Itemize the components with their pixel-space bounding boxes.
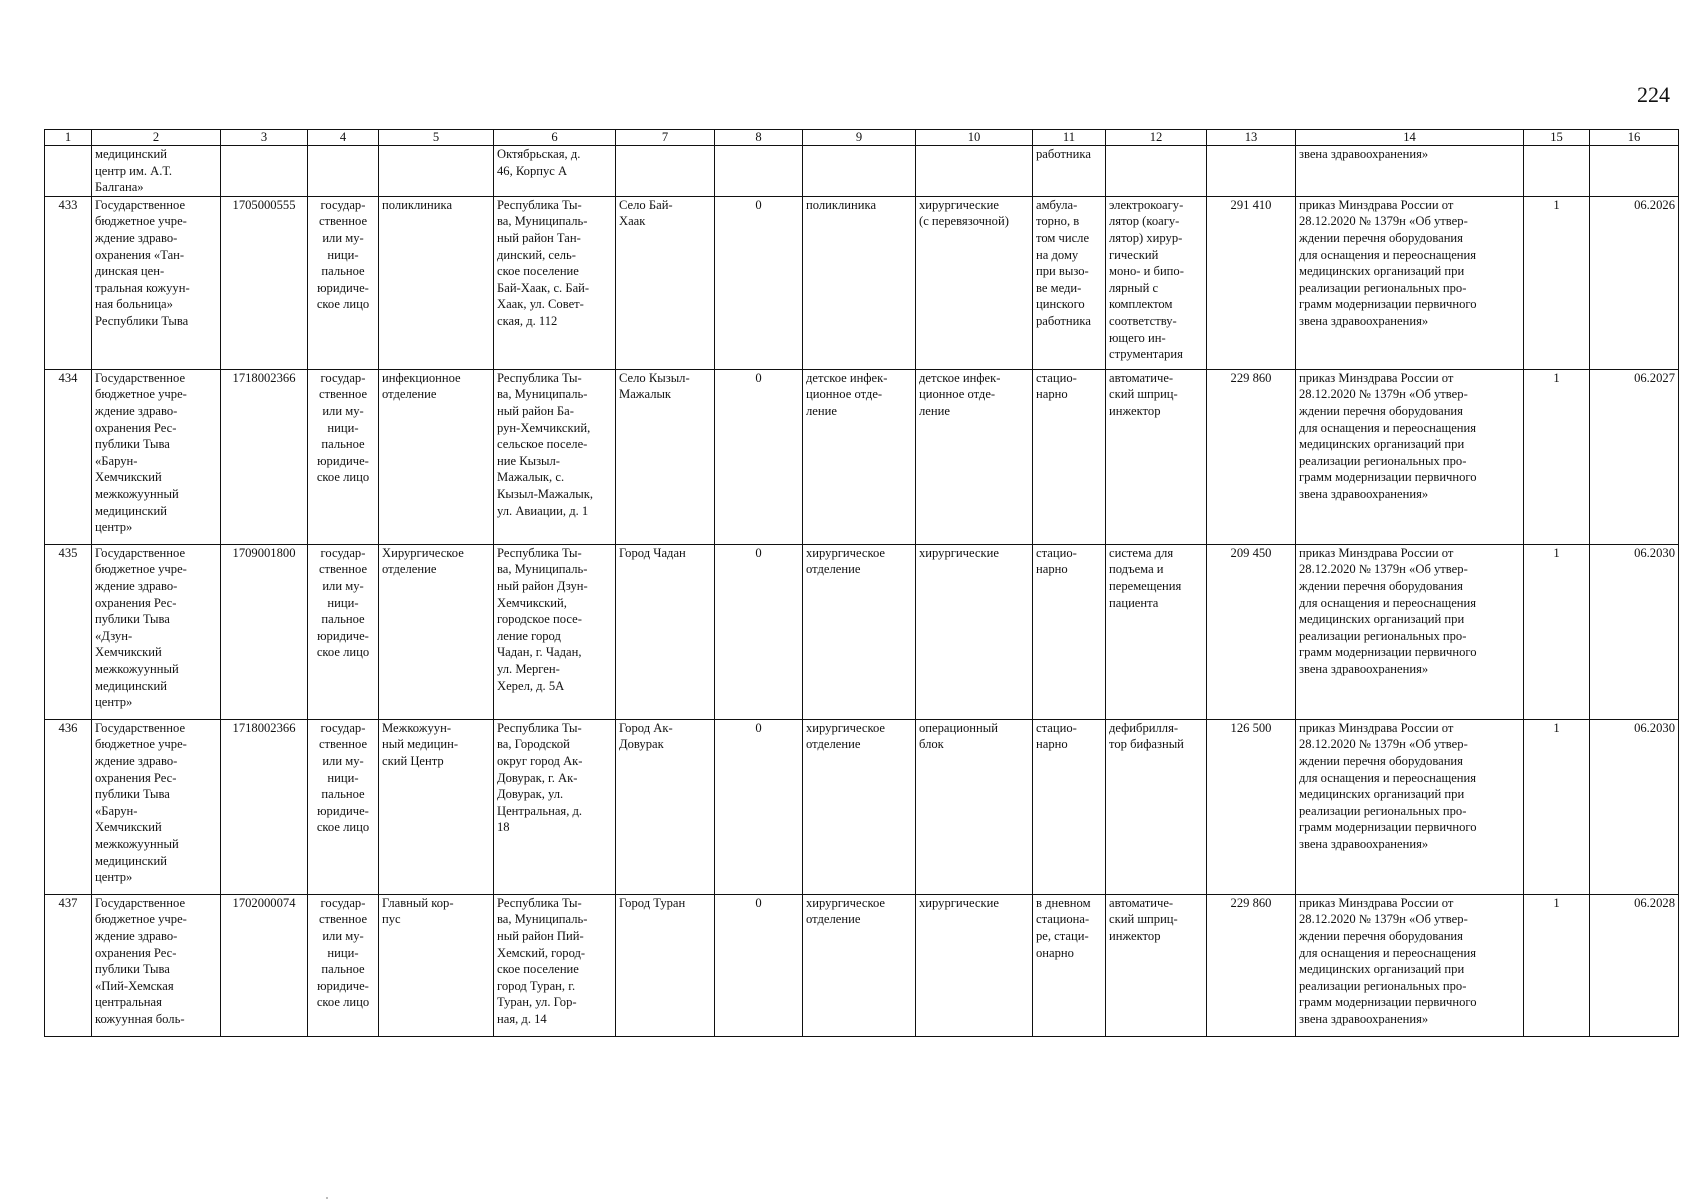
organization-cell: Государственное бюджетное учре- ждение здраво- охранения «Тан- динская цен- тральная кожуун- ная больница» Республики Тыва <box>92 196 221 369</box>
value-cell <box>715 146 803 197</box>
room-cell: хирургические (с перевязочной) <box>916 196 1033 369</box>
inn-cell: 1718002366 <box>221 369 308 544</box>
department-cell <box>803 146 916 197</box>
date-cell <box>1590 146 1679 197</box>
room-cell: детское инфек- ционное отде- ление <box>916 369 1033 544</box>
value-cell: 0 <box>715 544 803 719</box>
header-cell: 14 <box>1296 130 1524 146</box>
order-reference-cell: приказ Минздрава России от 28.12.2020 № 1379н «Об утвер- ждении перечня оборудования для оснащения и переоснащения медицинских организаций при реализации региональных про- грамм модернизации первичного звена здравоохранения» <box>1296 369 1524 544</box>
legal-form-cell <box>308 146 379 197</box>
organization-cell: Государственное бюджетное учре- ждение здраво- охранения Рес- публики Тыва «Пий-Хемская центральная кожуунная боль- <box>92 894 221 1036</box>
table-row <box>45 719 1679 894</box>
room-cell: хирургические <box>916 544 1033 719</box>
row-number-cell: 437 <box>45 894 92 1036</box>
quantity-cell: 1 <box>1524 719 1590 894</box>
header-cell: 10 <box>916 130 1033 146</box>
header-cell: 3 <box>221 130 308 146</box>
address-cell: Республика Ты- ва, Муниципаль- ный район Ба- рун-Хемчикский, сельское поселе- ние Кызыл- Мажалык, с. Кызыл-Мажалык, ул. Авиации, д. 1 <box>494 369 616 544</box>
care-condition-cell: работника <box>1033 146 1106 197</box>
order-reference-cell: приказ Минздрава России от 28.12.2020 № 1379н «Об утвер- ждении перечня оборудования для оснащения и переоснащения медицинских организаций при реализации региональных про- грамм модернизации первичного звена здравоохранения» <box>1296 544 1524 719</box>
legal-form-cell: государ- ственное или му- ници- пальное юридиче- ское лицо <box>308 544 379 719</box>
header-cell: 4 <box>308 130 379 146</box>
equipment-table <box>44 129 1679 1037</box>
header-cell: 12 <box>1106 130 1207 146</box>
department-cell: поликлиника <box>803 196 916 369</box>
header-cell: 8 <box>715 130 803 146</box>
subdivision-cell: инфекционное отделение <box>379 369 494 544</box>
settlement-cell <box>616 146 715 197</box>
room-cell <box>916 146 1033 197</box>
value-cell: 0 <box>715 719 803 894</box>
subdivision-cell: Межкожуун- ный медицин- ский Центр <box>379 719 494 894</box>
row-number-cell: 433 <box>45 196 92 369</box>
order-reference-cell: приказ Минздрава России от 28.12.2020 № 1379н «Об утвер- ждении перечня оборудования для оснащения и переоснащения медицинских организаций при реализации региональных про- грамм модернизации первичного звена здравоохранения» <box>1296 894 1524 1036</box>
header-cell: 11 <box>1033 130 1106 146</box>
price-cell: 229 860 <box>1207 369 1296 544</box>
inn-cell <box>221 146 308 197</box>
quantity-cell: 1 <box>1524 544 1590 719</box>
price-cell: 229 860 <box>1207 894 1296 1036</box>
legal-form-cell: государ- ственное или му- ници- пальное юридиче- ское лицо <box>308 196 379 369</box>
organization-cell: Государственное бюджетное учре- ждение здраво- охранения Рес- публики Тыва «Барун- Хемчикский межкожуунный медицинский центр» <box>92 719 221 894</box>
row-number-cell: 434 <box>45 369 92 544</box>
department-cell: детское инфек- ционное отде- ление <box>803 369 916 544</box>
department-cell: хирургическое отделение <box>803 719 916 894</box>
date-cell: 06.2030 <box>1590 544 1679 719</box>
subdivision-cell: поликлиника <box>379 196 494 369</box>
room-cell: операционный блок <box>916 719 1033 894</box>
address-cell: Республика Ты- ва, Муниципаль- ный район Тан- динский, сель- ское поселение Бай-Хаак, с. Бай- Хаак, ул. Совет- ская, д. 112 <box>494 196 616 369</box>
table-row <box>45 146 1679 197</box>
table-row <box>45 196 1679 369</box>
row-number-cell: 435 <box>45 544 92 719</box>
quantity-cell: 1 <box>1524 369 1590 544</box>
equipment-cell: автоматиче- ский шприц- инжектор <box>1106 369 1207 544</box>
department-cell: хирургическое отделение <box>803 544 916 719</box>
header-cell: 5 <box>379 130 494 146</box>
inn-cell: 1709001800 <box>221 544 308 719</box>
equipment-cell: автоматиче- ский шприц- инжектор <box>1106 894 1207 1036</box>
header-cell: 13 <box>1207 130 1296 146</box>
price-cell: 126 500 <box>1207 719 1296 894</box>
settlement-cell: Город Чадан <box>616 544 715 719</box>
inn-cell: 1702000074 <box>221 894 308 1036</box>
department-cell: хирургическое отделение <box>803 894 916 1036</box>
table-row <box>45 369 1679 544</box>
order-reference-cell: приказ Минздрава России от 28.12.2020 № 1379н «Об утвер- ждении перечня оборудования для оснащения и переоснащения медицинских организаций при реализации региональных про- грамм модернизации первичного звена здравоохранения» <box>1296 196 1524 369</box>
header-cell: 15 <box>1524 130 1590 146</box>
row-number-cell <box>45 146 92 197</box>
header-row <box>45 130 1679 146</box>
care-condition-cell: стацио- нарно <box>1033 544 1106 719</box>
date-cell: 06.2028 <box>1590 894 1679 1036</box>
price-cell <box>1207 146 1296 197</box>
settlement-cell: Село Кызыл- Мажалык <box>616 369 715 544</box>
subdivision-cell: Главный кор- пус <box>379 894 494 1036</box>
header-cell: 1 <box>45 130 92 146</box>
equipment-cell <box>1106 146 1207 197</box>
quantity-cell: 1 <box>1524 196 1590 369</box>
header-cell: 16 <box>1590 130 1679 146</box>
header-cell: 9 <box>803 130 916 146</box>
quantity-cell: 1 <box>1524 894 1590 1036</box>
price-cell: 209 450 <box>1207 544 1296 719</box>
date-cell: 06.2026 <box>1590 196 1679 369</box>
organization-cell: Государственное бюджетное учре- ждение здраво- охранения Рес- публики Тыва «Дзун- Хемчикский межкожуунный медицинский центр» <box>92 544 221 719</box>
equipment-cell: система для подъема и перемещения пациента <box>1106 544 1207 719</box>
address-cell: Республика Ты- ва, Муниципаль- ный район Пий- Хемский, город- ское поселение город Туран, г. Туран, ул. Гор- ная, д. 14 <box>494 894 616 1036</box>
equipment-cell: дефибрилля- тор бифазный <box>1106 719 1207 894</box>
legal-form-cell: государ- ственное или му- ници- пальное юридиче- ское лицо <box>308 719 379 894</box>
settlement-cell: Город Туран <box>616 894 715 1036</box>
row-number-cell: 436 <box>45 719 92 894</box>
legal-form-cell: государ- ственное или му- ници- пальное юридиче- ское лицо <box>308 894 379 1036</box>
care-condition-cell: в дневном стациона- ре, стаци- онарно <box>1033 894 1106 1036</box>
equipment-cell: электрокоагу- лятор (коагу- лятор) хирур- гический моно- и бипо- лярный с комплектом соответству- ющего ин- струментария <box>1106 196 1207 369</box>
price-cell: 291 410 <box>1207 196 1296 369</box>
organization-cell: Государственное бюджетное учре- ждение здраво- охранения Рес- публики Тыва «Барун- Хемчикский межкожуунный медицинский центр» <box>92 369 221 544</box>
settlement-cell: Село Бай- Хаак <box>616 196 715 369</box>
header-cell: 7 <box>616 130 715 146</box>
date-cell: 06.2030 <box>1590 719 1679 894</box>
care-condition-cell: стацио- нарно <box>1033 369 1106 544</box>
order-reference-cell: приказ Минздрава России от 28.12.2020 № 1379н «Об утвер- ждении перечня оборудования для оснащения и переоснащения медицинских организаций при реализации региональных про- грамм модернизации первичного звена здравоохранения» <box>1296 719 1524 894</box>
inn-cell: 1705000555 <box>221 196 308 369</box>
inn-cell: 1718002366 <box>221 719 308 894</box>
value-cell: 0 <box>715 894 803 1036</box>
page-number: 224 <box>1637 82 1670 107</box>
address-cell: Октябрьская, д. 46, Корпус А <box>494 146 616 197</box>
date-cell: 06.2027 <box>1590 369 1679 544</box>
subdivision-cell: Хирургическое отделение <box>379 544 494 719</box>
organization-cell: медицинский центр им. А.Т. Балгана» <box>92 146 221 197</box>
header-cell: 2 <box>92 130 221 146</box>
address-cell: Республика Ты- ва, Городской округ город Ак- Довурак, г. Ак- Довурак, ул. Центральная, д. 18 <box>494 719 616 894</box>
order-reference-cell: звена здравоохранения» <box>1296 146 1524 197</box>
value-cell: 0 <box>715 369 803 544</box>
address-cell: Республика Ты- ва, Муниципаль- ный район Дзун- Хемчикский, городское посе- ление город Чадан, г. Чадан, ул. Мерген- Херел, д. 5А <box>494 544 616 719</box>
table-row <box>45 894 1679 1036</box>
quantity-cell <box>1524 146 1590 197</box>
settlement-cell: Город Ак- Довурак <box>616 719 715 894</box>
legal-form-cell: государ- ственное или му- ници- пальное юридиче- ское лицо <box>308 369 379 544</box>
header-cell: 6 <box>494 130 616 146</box>
scan-speck <box>326 1197 328 1199</box>
care-condition-cell: амбула- торно, в том числе на дому при вызо- ве меди- цинского работника <box>1033 196 1106 369</box>
care-condition-cell: стацио- нарно <box>1033 719 1106 894</box>
value-cell: 0 <box>715 196 803 369</box>
room-cell: хирургические <box>916 894 1033 1036</box>
table-row <box>45 544 1679 719</box>
subdivision-cell <box>379 146 494 197</box>
